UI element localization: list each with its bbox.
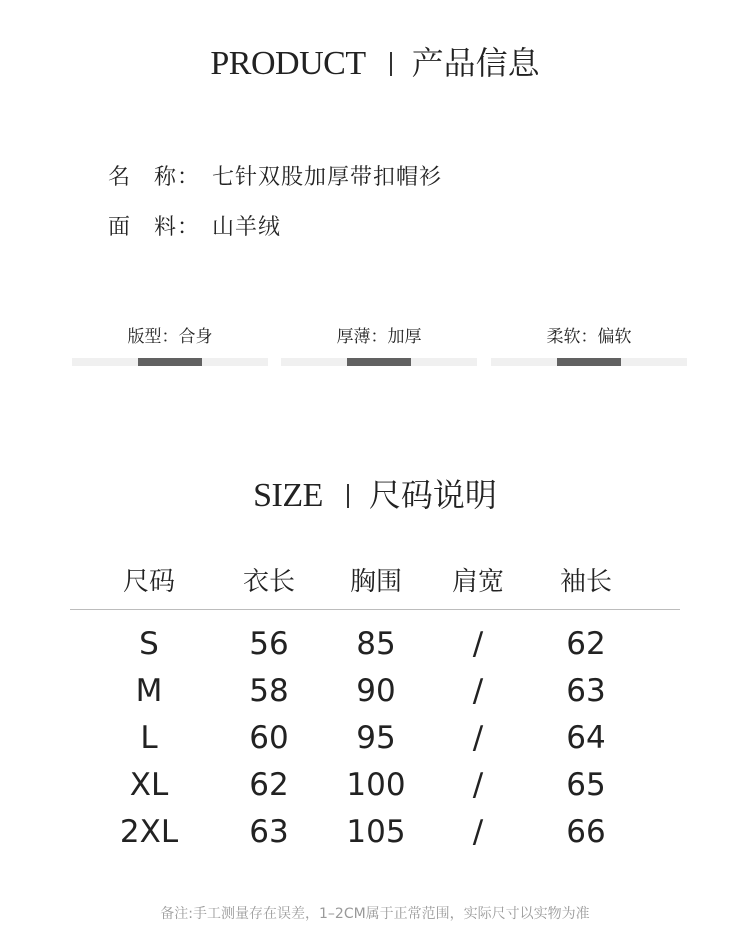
cell-size: XL (129, 767, 169, 803)
attribute-fit (72, 322, 268, 366)
header-length: 衣长 (242, 567, 295, 597)
cell-sleeve: 63 (566, 673, 606, 709)
header-chest: 胸围 (349, 567, 402, 597)
cell-chest: 85 (356, 626, 396, 662)
cell-shoulder: / (472, 720, 484, 756)
attribute-thickness-label: 厚薄： (336, 327, 388, 347)
attribute-softness-label: 柔软： (546, 327, 598, 347)
info-value-name: 七针双股加厚带扣帽衫 (212, 165, 443, 190)
attribute-thickness-value: 加厚 (387, 327, 422, 347)
attribute-fit-text (72, 322, 268, 348)
cell-size: 2XL (119, 814, 179, 850)
cell-length: 58 (249, 673, 289, 709)
cell-sleeve: 65 (566, 767, 606, 803)
product-heading-en: PRODUCT (210, 45, 366, 82)
measurement-note: 备注:手工测量存在误差，1–2CM属于正常范围，实际尺寸以实物为准 (160, 906, 590, 922)
cell-length: 56 (249, 626, 289, 662)
cell-size: M (135, 673, 163, 709)
cell-length: 63 (249, 814, 289, 850)
table-row (70, 806, 680, 853)
cell-sleeve: 66 (566, 814, 606, 850)
info-row-name (108, 160, 442, 191)
attribute-softness-indicator (557, 358, 622, 366)
header-size: 尺码 (122, 567, 175, 597)
header-shoulder: 肩宽 (451, 567, 504, 597)
attribute-fit-indicator (138, 358, 203, 366)
size-heading-zh: 尺码说明 (368, 476, 497, 514)
attribute-thickness-text (281, 322, 477, 348)
info-row-fabric (108, 210, 281, 241)
info-value-fabric: 山羊绒 (212, 215, 282, 240)
size-heading-en: SIZE (253, 477, 323, 514)
table-row (70, 759, 680, 806)
cell-chest: 95 (356, 720, 396, 756)
attribute-thickness (281, 322, 477, 366)
cell-chest: 100 (346, 767, 406, 803)
heading-divider (347, 484, 349, 508)
cell-sleeve: 64 (566, 720, 606, 756)
cell-size: S (139, 626, 159, 662)
cell-length: 60 (249, 720, 289, 756)
size-table (70, 555, 680, 853)
attribute-fit-label: 版型： (127, 327, 179, 347)
attribute-fit-scale (72, 358, 268, 366)
size-table-header (70, 555, 680, 610)
product-heading-zh: 产品信息 (411, 44, 540, 82)
cell-sleeve: 62 (566, 626, 606, 662)
size-table-body (70, 610, 680, 853)
attribute-softness (491, 322, 687, 366)
cell-length: 62 (249, 767, 289, 803)
cell-size: L (140, 720, 158, 756)
attribute-fit-value: 合身 (178, 327, 213, 347)
cell-shoulder: / (472, 673, 484, 709)
table-row (70, 665, 680, 712)
info-label-name: 名 称： (108, 165, 201, 190)
attribute-thickness-scale (281, 358, 477, 366)
table-row (70, 712, 680, 759)
cell-chest: 90 (356, 673, 396, 709)
cell-shoulder: / (472, 626, 484, 662)
table-row (70, 618, 680, 665)
info-label-fabric: 面 料： (108, 215, 201, 240)
attribute-thickness-indicator (347, 358, 412, 366)
header-sleeve: 袖长 (559, 567, 612, 597)
cell-chest: 105 (346, 814, 406, 850)
attribute-softness-text (491, 322, 687, 348)
product-heading (0, 38, 750, 84)
size-heading (0, 470, 750, 516)
cell-shoulder: / (472, 767, 484, 803)
heading-divider (390, 52, 392, 76)
attribute-softness-value: 偏软 (597, 327, 632, 347)
attribute-softness-scale (491, 358, 687, 366)
cell-shoulder: / (472, 814, 484, 850)
